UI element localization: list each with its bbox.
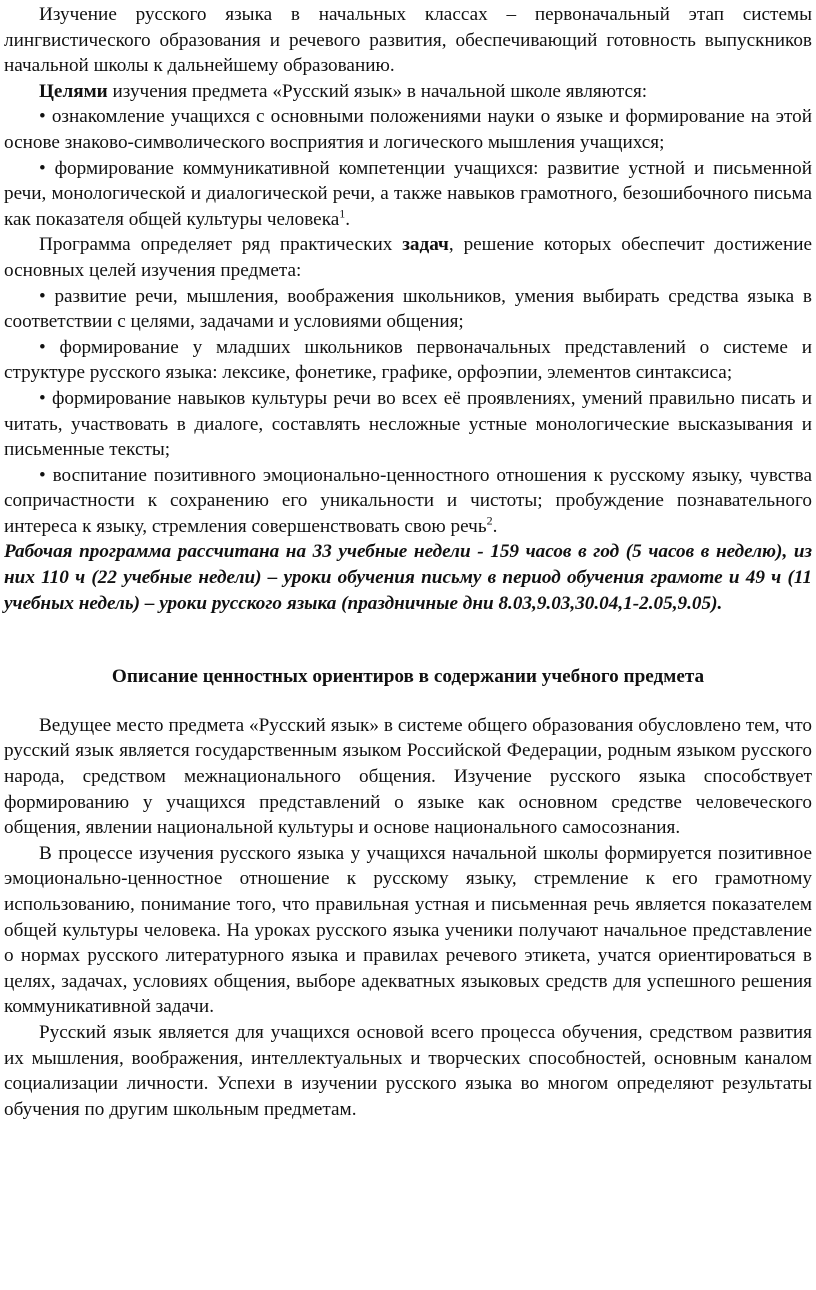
goal-list-item: • ознакомление учащихся с основными положениями науки о языке и формирование на этой основе знаково-символического восприятия и логического мышления учащихся; <box>4 106 812 153</box>
task-list-item <box>4 463 812 540</box>
task-text: • воспитание позитивного эмоционально-ценностного отношения к русскому языку, чувства сопричастности к сохранению его уникальности и чистоты; пробуждение познавательного интереса к языку, стремления совершенствовать свою речь <box>4 464 812 537</box>
workload-paragraph: Рабочая программа рассчитана на 33 учебные недели - 159 часов в год (5 часов в неделю), из них 110 ч (22 учебные недели) – уроки обучения письму в период обучения грамоте и 49 ч (11 учебных недель) – уроки русского языка (праздничные дни 8.03,9.03,30.04,1-2.05,9.05). <box>4 541 812 614</box>
tasks-label: задач <box>402 234 449 256</box>
section-paragraph: Ведущее место предмета «Русский язык» в системе общего образования обусловлено тем, что русский язык является государственным языком Российской Федерации, родным языком русского народа, средством межнационального общения. Изучение русского языка способствует формированию у учащихся представлений о языке как основном средстве человеческого общения, явлении национальной культуры и основе национального самосознания. <box>4 714 812 839</box>
goals-label: Целями <box>39 80 108 102</box>
section-paragraph: Русский язык является для учащихся основой всего процесса обучения, средством развития их мышления, воображения, интеллектуальных и творческих способностей, основным каналом социализации личности. Успехи в изучении русского языка во многом определяют результаты обучения по другим школьным предметам. <box>4 1021 812 1120</box>
goals-text: изучения предмета «Русский язык» в начальной школе являются: <box>107 80 648 102</box>
task-list-item: • формирование навыков культуры речи во всех её проявлениях, умений правильно писать и читать, участвовать в диалоге, составлять несложные устные монологические высказывания и письменные тексты; <box>4 387 812 461</box>
task-list-item: • развитие речи, мышления, воображения школьников, умения выбирать средства языка в соответствии с целями, задачами и условиями общения; <box>4 285 812 333</box>
footnote-ref: 2 <box>486 513 493 528</box>
goal-list-item <box>4 156 812 233</box>
section-paragraph: В процессе изучения русского языка у учащихся начальной школы формируется позитивное эмоционально-ценностное отношение к русскому языку, стремление к его грамотному использованию, понимание того, что правильная устная и письменная речь является показателем общей культуры человека. На уроках русского языка ученики получают начальное представление о нормах русского литературного языка и правилах речевого этикета, учатся ориентироваться в целях, задачах, условиях общения, выборе адекватных языковых средств для успешного решения коммуникативной задачи. <box>4 842 812 1018</box>
section-heading: Описание ценностных ориентиров в содержании учебного предмета <box>111 666 705 688</box>
task-end: . <box>492 515 498 537</box>
task-list-item: • формирование у младших школьников первоначальных представлений о системе и структуре русского языка: лексике, фонетике, графике, орфоэпии, элементов синтаксиса; <box>4 336 812 384</box>
tasks-intro-paragraph <box>4 232 812 283</box>
tasks-post: , решение которых обеспечит достижение основных целей изучения предмета: <box>4 234 812 281</box>
tasks-pre: Программа определяет ряд практических <box>39 234 403 256</box>
goal-end: . <box>345 208 351 230</box>
intro-paragraph: Изучение русского языка в начальных классах – первоначальный этап системы лингвистического образования и речевого развития, обеспечивающий готовность выпускников начальной школы к дальнейшему образованию. <box>4 4 812 77</box>
goal-text: • формирование коммуникативной компетенции учащихся: развитие устной и письменной речи, монологической и диалогической речи, а также навыков грамотного, безошибочного письма как показателя общей культуры человека <box>4 157 812 230</box>
footnote-ref: 1 <box>339 206 346 221</box>
goals-intro-paragraph <box>4 79 812 105</box>
